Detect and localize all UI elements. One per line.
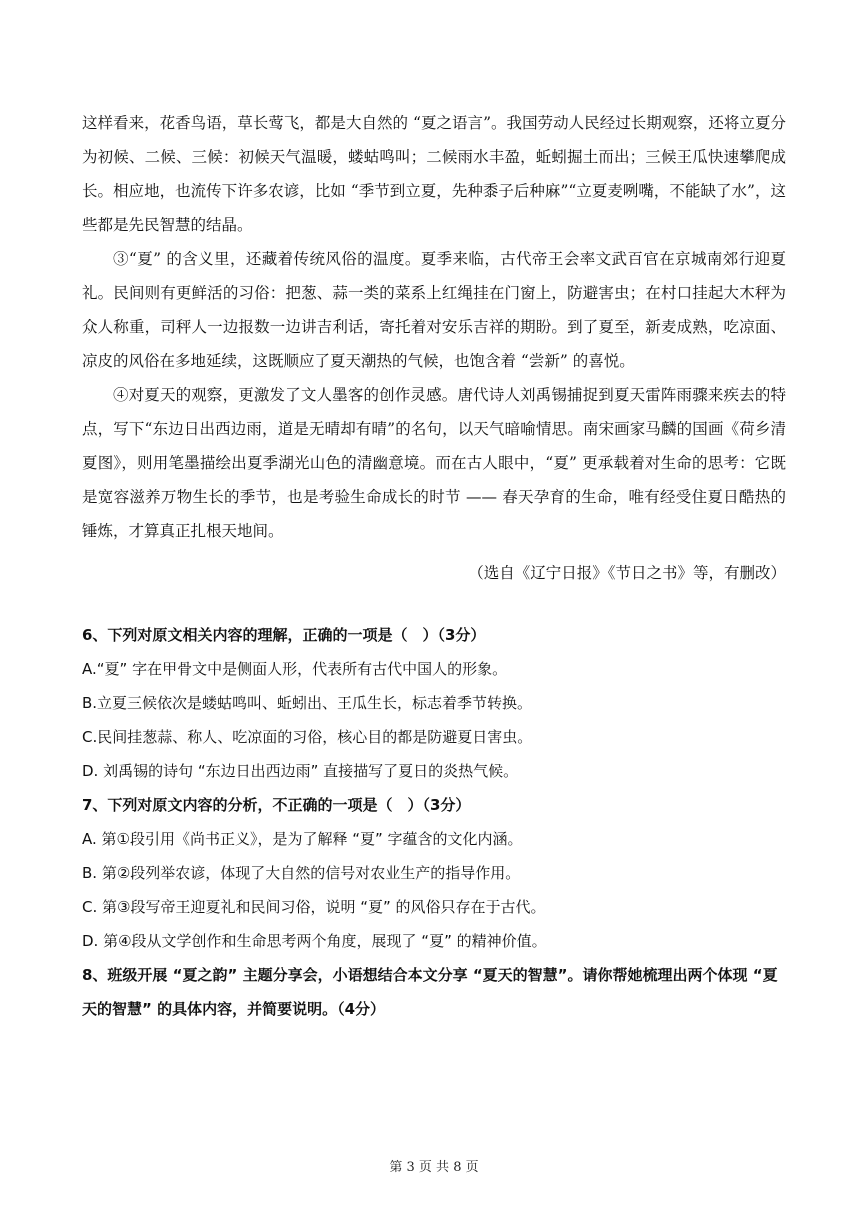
question-7-option-c: C. 第③段写帝王迎夏礼和民间习俗，说明 “夏” 的风俗只存在于古代。: [82, 898, 546, 916]
question-7-option-b: B. 第②段列举农谚，体现了大自然的信号对农业生产的指导作用。: [82, 864, 521, 882]
question-6-stem: 6、下列对原文相关内容的理解，正确的一项是（ ）（3分）: [82, 626, 486, 644]
question-6-option-c: C.民间挂葱蒜、称人、吃凉面的习俗，核心目的都是防避夏日害虫。: [82, 728, 533, 746]
passage-source-citation: （选自《辽宁日报》《节日之书》等，有删改）: [468, 564, 786, 582]
question-7-stem: 7、下列对原文内容的分析，不正确的一项是（ ）（3分）: [82, 796, 471, 814]
page-number-footer: 第 3 页 共 8 页: [389, 1160, 479, 1175]
passage-paragraph-3: ③“夏” 的含义里，还藏着传统风俗的温度。夏季来临，古代帝王会率文武百官在京城南郊行迎夏礼。民间则有更鲜活的习俗：把葱、蒜一类的菜系上红绳挂在门窗上，防避害虫；在村口挂起大木秤为众人称重，司秤人一边报数一边讲吉利话，寄托着对安乐吉祥的期盼。到了夏至，新麦成熟，吃凉面、凉皮的风俗在多地延续，这既顺应了夏天潮热的气候，也饱含着 “尝新” 的喜悦。: [82, 250, 786, 370]
reading-passage: [82, 106, 786, 590]
question-section: [82, 618, 786, 1026]
question-6-option-b: B.立夏三候依次是蝼蛄鸣叫、蚯蚓出、王瓜生长，标志着季节转换。: [82, 694, 533, 712]
question-6-option-d: D. 刘禹锡的诗句 “东边日出西边雨” 直接描写了夏日的炎热气候。: [82, 762, 519, 780]
question-6-option-a: A.“夏” 字在甲骨文中是侧面人形，代表所有古代中国人的形象。: [82, 660, 508, 678]
passage-paragraph-4: ④对夏天的观察，更激发了文人墨客的创作灵感。唐代诗人刘禹锡捕捉到夏天雷阵雨骤来疾去的特点，写下“东边日出西边雨，道是无晴却有晴”的名句，以天气暗喻情思。南宋画家马麟的国画《荷乡清夏图》，则用笔墨描绘出夏季湖光山色的清幽意境。而在古人眼中，“夏” 更承载着对生命的思考：它既是宽容滋养万物生长的季节，也是考验生命成长的时节 —— 春天孕育的生命，唯有经受住夏日酷热的锤炼，才算真正扎根天地间。: [82, 386, 786, 540]
question-7-option-a: A. 第①段引用《尚书正义》，是为了解释 “夏” 字蕴含的文化内涵。: [82, 830, 523, 848]
passage-paragraph-2-continued: 这样看来，花香鸟语，草长莺飞，都是大自然的 “夏之语言”。我国劳动人民经过长期观察，还将立夏分为初候、二候、三候：初候天气温暖，蝼蛄鸣叫；二候雨水丰盈，蚯蚓掘土而出；三候王瓜快速攀爬成长。相应地，也流传下许多农谚，比如 “季节到立夏，先种黍子后种麻”“立夏麦咧嘴，不能缺了水”，这些都是先民智慧的结晶。: [82, 114, 786, 234]
question-7-option-d: D. 第④段从文学创作和生命思考两个角度，展现了 “夏” 的精神价值。: [82, 932, 547, 950]
question-8-stem: 8、班级开展 “夏之韵” 主题分享会，小语想结合本文分享 “夏天的智慧”。请你帮她梳理出两个体现 “夏天的智慧” 的具体内容，并简要说明。（4分）: [82, 966, 778, 1018]
